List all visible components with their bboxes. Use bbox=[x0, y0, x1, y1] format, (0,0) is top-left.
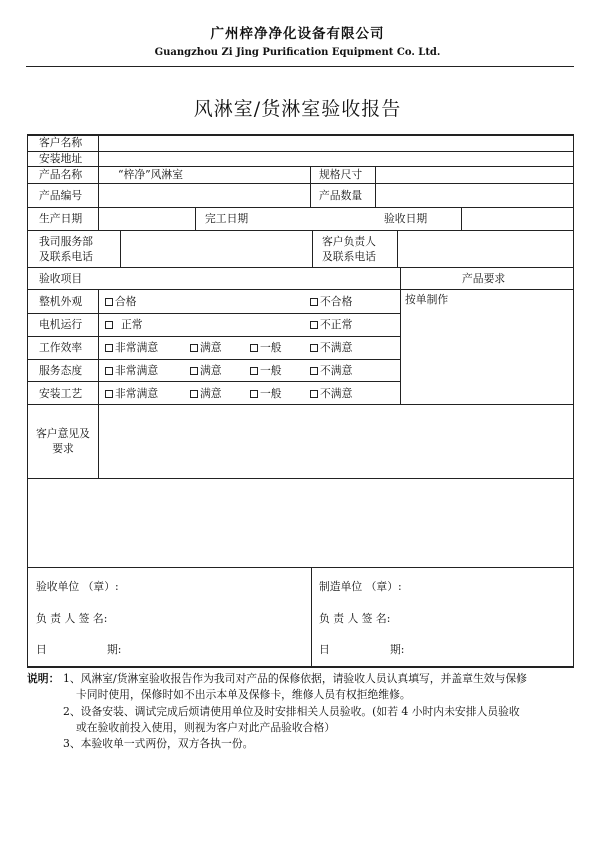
checkbox-option[interactable]: 不合格 bbox=[310, 295, 352, 308]
note-2-line1: 2、设备安装、调试完成后烦请使用单位及时安排相关人员验收。(如若 4 小时内未安排人员验收 bbox=[63, 705, 520, 718]
manufacturer-person-signature-label: 负 责 人 签 名: bbox=[319, 612, 391, 625]
completion-date-label: 完工日期 bbox=[205, 212, 249, 225]
checkbox-option[interactable]: 不满意 bbox=[310, 387, 352, 400]
note-3: 3、本验收单一式两份，双方各执一份。 bbox=[63, 737, 254, 750]
opinion-label-line2: 要求 bbox=[52, 442, 74, 455]
service-dept-label-line2: 及联系电话 bbox=[39, 250, 93, 263]
manufacturer-unit-seal-label: 制造单位 （章）: bbox=[319, 580, 402, 593]
product-code-label: 产品编号 bbox=[39, 189, 83, 202]
checkbox-option[interactable]: 一般 bbox=[250, 364, 282, 377]
checkbox-icon bbox=[310, 298, 318, 306]
checkbox-icon bbox=[105, 367, 113, 375]
checkbox-option[interactable]: 满意 bbox=[190, 364, 222, 377]
checkbox-option[interactable]: 一般 bbox=[250, 387, 282, 400]
acceptance-person-signature-label: 负 责 人 签 名: bbox=[36, 612, 108, 625]
checkbox-option[interactable]: 合格 bbox=[105, 295, 137, 308]
document-title: 风淋室/货淋室验收报告 bbox=[193, 98, 402, 120]
checkbox-icon bbox=[190, 344, 198, 352]
inspection-row-label: 服务态度 bbox=[39, 364, 83, 377]
product-name-label: 产品名称 bbox=[39, 168, 83, 181]
checkbox-icon bbox=[250, 367, 258, 375]
install-address-label: 安装地址 bbox=[39, 152, 83, 165]
customer-manager-label-line2: 及联系电话 bbox=[322, 250, 376, 263]
checkbox-option[interactable]: 非常满意 bbox=[105, 364, 158, 377]
production-date-label: 生产日期 bbox=[39, 212, 83, 225]
checkbox-icon bbox=[190, 367, 198, 375]
product-name-value: “梓净”风淋室 bbox=[118, 168, 184, 181]
manufacturer-date-day-label: 日 bbox=[319, 643, 330, 656]
notes-label: 说明： bbox=[27, 672, 60, 685]
checkbox-option[interactable]: 非常满意 bbox=[105, 341, 158, 354]
inspection-row-label: 电机运行 bbox=[39, 318, 83, 331]
spec-size-label: 规格尺寸 bbox=[319, 168, 363, 181]
checkbox-icon bbox=[310, 367, 318, 375]
checkbox-icon bbox=[105, 298, 113, 306]
checkbox-icon bbox=[190, 390, 198, 398]
header-rule bbox=[26, 66, 574, 67]
inspection-items-header: 验收项目 bbox=[39, 272, 83, 285]
checkbox-option[interactable]: 不满意 bbox=[310, 341, 352, 354]
checkbox-option[interactable]: 不正常 bbox=[310, 318, 352, 331]
product-requirements-header: 产品要求 bbox=[462, 272, 506, 285]
customer-name-label: 客户名称 bbox=[39, 136, 83, 149]
checkbox-option[interactable]: 满意 bbox=[190, 387, 222, 400]
checkbox-icon bbox=[105, 390, 113, 398]
acceptance-date-day-label: 日 bbox=[36, 643, 47, 656]
opinion-label-line1: 客户意见及 bbox=[36, 427, 90, 440]
note-1-line1: 1、风淋室/货淋室验收报告作为我司对产品的保修依据，请验收人员认真填写，并盖章生效与保修 bbox=[63, 672, 527, 685]
checkbox-icon bbox=[310, 344, 318, 352]
checkbox-option[interactable]: 不满意 bbox=[310, 364, 352, 377]
checkbox-icon bbox=[105, 344, 113, 352]
checkbox-option[interactable]: 一般 bbox=[250, 341, 282, 354]
checkbox-option[interactable]: 满意 bbox=[190, 341, 222, 354]
customer-manager-label-line1: 客户负责人 bbox=[322, 235, 376, 248]
acceptance-unit-seal-label: 验收单位 （章）: bbox=[36, 580, 119, 593]
inspection-row-label: 整机外观 bbox=[39, 295, 83, 308]
note-2-line2: 或在验收前投入使用，则视为客户对此产品验收合格） bbox=[76, 721, 336, 734]
checkbox-icon bbox=[250, 390, 258, 398]
manufacturer-date-suffix: 期: bbox=[390, 643, 405, 656]
inspection-row-label: 安装工艺 bbox=[39, 387, 83, 400]
checkbox-icon bbox=[250, 344, 258, 352]
acceptance-date-suffix: 期: bbox=[107, 643, 122, 656]
note-1-line2: 卡同时使用，保修时如不出示本单及保修卡，维修人员有权拒绝维修。 bbox=[76, 688, 411, 701]
checkbox-icon bbox=[310, 321, 318, 329]
company-name-cn: 广州梓净净化设备有限公司 bbox=[210, 26, 385, 42]
company-name-en: Guangzhou Zi Jing Purification Equipment Co. Ltd. bbox=[154, 47, 441, 58]
service-dept-label-line1: 我司服务部 bbox=[39, 235, 93, 248]
checkbox-option[interactable]: 正常 bbox=[105, 318, 143, 331]
checkbox-option[interactable]: 非常满意 bbox=[105, 387, 158, 400]
product-qty-label: 产品数量 bbox=[319, 189, 363, 202]
acceptance-date-label: 验收日期 bbox=[384, 212, 428, 225]
checkbox-icon bbox=[105, 321, 113, 329]
product-requirements-value: 按单制作 bbox=[405, 293, 449, 306]
checkbox-icon bbox=[310, 390, 318, 398]
inspection-row-label: 工作效率 bbox=[39, 341, 83, 354]
